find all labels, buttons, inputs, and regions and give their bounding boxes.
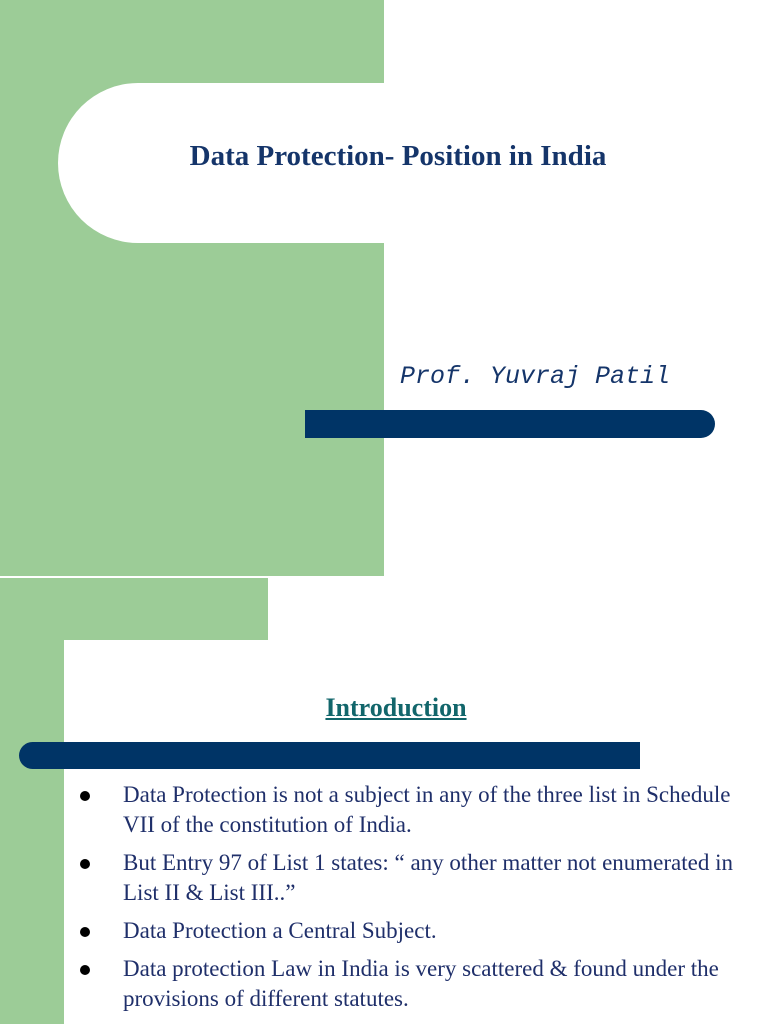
bullet-text: But Entry 97 of List 1 states: “ any other matter not enumerated in List II & List III..”: [123, 850, 733, 905]
bullet-icon: [80, 927, 90, 937]
bullet-text: Data Protection is not a subject in any of the three list in Schedule VII of the constitution of India.: [123, 782, 731, 837]
bullet-text: Data protection Law in India is very scattered & found under the provisions of different statutes.: [123, 956, 719, 1011]
introduction-slide: [0, 578, 768, 1024]
decorative-bar: [305, 410, 715, 438]
green-accent-panel-top: [0, 578, 268, 640]
bullet-icon: [80, 859, 90, 869]
bullet-icon: [80, 791, 90, 801]
bullet-item: [74, 780, 734, 840]
bullet-item: [74, 848, 734, 908]
bullet-list: [74, 780, 734, 1022]
bullet-item: [74, 916, 734, 946]
decorative-bar: [19, 742, 640, 769]
section-heading: Introduction: [325, 693, 467, 722]
slide-title: Data Protection- Position in India: [189, 140, 607, 172]
bullet-item: [74, 954, 734, 1014]
bullet-text: Data Protection a Central Subject.: [123, 918, 437, 943]
bullet-icon: [80, 965, 90, 975]
author-name: Prof. Yuvraj Patil: [400, 362, 671, 391]
